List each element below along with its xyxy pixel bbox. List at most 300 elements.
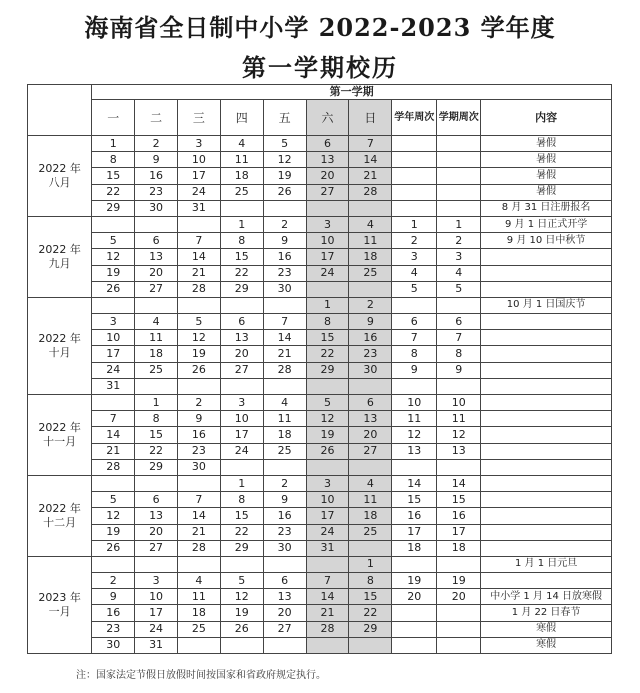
table-row <box>28 200 612 216</box>
day-cell: 11 <box>135 330 178 346</box>
day-cell: 9 <box>135 152 178 168</box>
day-cell: 24 <box>92 362 135 378</box>
day-cell: 27 <box>263 621 306 637</box>
day-cell <box>220 200 263 216</box>
day-cell: 29 <box>349 621 392 637</box>
day-cell: 4 <box>349 475 392 491</box>
day-cell: 22 <box>135 443 178 459</box>
school-week-cell <box>392 297 437 313</box>
day-cell: 8 <box>306 314 349 330</box>
day-cell: 15 <box>220 508 263 524</box>
school-week-cell <box>392 459 437 475</box>
weekday-header: 二 <box>135 100 178 136</box>
day-cell: 1 <box>306 297 349 313</box>
day-cell <box>263 637 306 653</box>
school-week-cell: 6 <box>392 314 437 330</box>
day-cell <box>349 459 392 475</box>
term-week-cell: 16 <box>437 508 481 524</box>
day-cell: 24 <box>135 621 178 637</box>
day-cell: 14 <box>306 589 349 605</box>
day-cell <box>220 297 263 313</box>
school-week-cell: 20 <box>392 589 437 605</box>
day-cell: 6 <box>349 395 392 411</box>
day-cell <box>178 216 221 232</box>
semester-label: 第一学期 <box>92 85 612 100</box>
day-cell: 8 <box>135 411 178 427</box>
term-week-cell: 15 <box>437 492 481 508</box>
day-cell: 18 <box>349 508 392 524</box>
day-cell: 17 <box>135 605 178 621</box>
day-cell <box>306 637 349 653</box>
page-title: 海南省全日制中小学 2022-2023 学年度 <box>84 13 556 42</box>
day-cell: 5 <box>178 314 221 330</box>
day-cell <box>263 459 306 475</box>
term-week-cell: 12 <box>437 427 481 443</box>
day-cell: 16 <box>178 427 221 443</box>
table-row <box>28 297 612 313</box>
day-cell: 10 <box>92 330 135 346</box>
term-week-cell: 6 <box>437 314 481 330</box>
table-row <box>28 475 612 491</box>
content-cell <box>481 427 612 443</box>
day-cell <box>306 378 349 394</box>
day-cell <box>220 459 263 475</box>
day-cell: 27 <box>220 362 263 378</box>
table-row <box>28 346 612 362</box>
school-week-cell: 4 <box>392 265 437 281</box>
content-cell: 1 月 22 日春节 <box>481 605 612 621</box>
day-cell: 22 <box>92 184 135 200</box>
content-cell: 暑假 <box>481 184 612 200</box>
term-week-cell <box>437 459 481 475</box>
table-row <box>28 459 612 475</box>
day-cell: 7 <box>263 314 306 330</box>
table-row <box>28 411 612 427</box>
day-cell: 23 <box>349 346 392 362</box>
day-cell: 26 <box>178 362 221 378</box>
day-cell: 6 <box>135 492 178 508</box>
day-cell: 13 <box>263 589 306 605</box>
school-week-cell: 2 <box>392 233 437 249</box>
day-cell <box>135 297 178 313</box>
term-week-cell <box>437 556 481 572</box>
term-week-cell: 4 <box>437 265 481 281</box>
weekday-header: 六 <box>306 100 349 136</box>
content-header: 内容 <box>481 100 612 136</box>
month-label: 2022 年 九月 <box>28 216 92 297</box>
day-cell: 20 <box>220 346 263 362</box>
day-cell: 12 <box>220 589 263 605</box>
table-row <box>28 281 612 297</box>
day-cell: 30 <box>178 459 221 475</box>
day-cell: 18 <box>135 346 178 362</box>
table-row <box>28 330 612 346</box>
content-cell <box>481 362 612 378</box>
day-cell: 1 <box>349 556 392 572</box>
day-cell: 3 <box>135 573 178 589</box>
day-cell: 21 <box>263 346 306 362</box>
day-cell: 12 <box>178 330 221 346</box>
day-cell: 9 <box>263 233 306 249</box>
day-cell <box>263 297 306 313</box>
table-row <box>28 378 612 394</box>
day-cell: 14 <box>92 427 135 443</box>
day-cell: 9 <box>92 589 135 605</box>
day-cell: 21 <box>92 443 135 459</box>
day-cell: 27 <box>135 281 178 297</box>
day-cell <box>220 637 263 653</box>
day-cell: 19 <box>306 427 349 443</box>
school-week-cell: 9 <box>392 362 437 378</box>
term-week-cell <box>437 200 481 216</box>
day-cell: 10 <box>306 233 349 249</box>
day-cell: 6 <box>263 573 306 589</box>
content-cell <box>481 459 612 475</box>
day-cell <box>263 378 306 394</box>
day-cell: 30 <box>92 637 135 653</box>
term-week-cell: 7 <box>437 330 481 346</box>
table-row <box>28 216 612 232</box>
day-cell <box>178 637 221 653</box>
school-week-cell: 10 <box>392 395 437 411</box>
table-row <box>28 540 612 556</box>
day-cell: 2 <box>349 297 392 313</box>
day-cell <box>135 556 178 572</box>
day-cell <box>306 281 349 297</box>
day-cell <box>92 475 135 491</box>
term-week-cell: 17 <box>437 524 481 540</box>
school-week-cell <box>392 200 437 216</box>
day-cell: 28 <box>178 540 221 556</box>
day-cell <box>306 200 349 216</box>
school-week-cell: 16 <box>392 508 437 524</box>
day-cell <box>349 281 392 297</box>
day-cell: 29 <box>92 200 135 216</box>
day-cell: 9 <box>349 314 392 330</box>
day-cell: 4 <box>178 573 221 589</box>
table-row <box>28 249 612 265</box>
table-row <box>28 605 612 621</box>
day-cell: 2 <box>178 395 221 411</box>
school-week-cell: 11 <box>392 411 437 427</box>
content-cell <box>481 540 612 556</box>
day-cell <box>178 297 221 313</box>
day-cell: 10 <box>220 411 263 427</box>
day-cell: 17 <box>92 346 135 362</box>
month-label: 2022 年 十月 <box>28 297 92 394</box>
school-week-cell: 12 <box>392 427 437 443</box>
day-cell <box>135 216 178 232</box>
day-cell: 16 <box>263 508 306 524</box>
day-cell: 29 <box>306 362 349 378</box>
day-cell: 14 <box>178 249 221 265</box>
school-week-cell: 18 <box>392 540 437 556</box>
content-cell: 8 月 31 日注册报名 <box>481 200 612 216</box>
day-cell: 25 <box>135 362 178 378</box>
school-week-cell <box>392 605 437 621</box>
day-cell: 22 <box>220 524 263 540</box>
day-cell: 31 <box>92 378 135 394</box>
day-cell: 15 <box>306 330 349 346</box>
day-cell: 6 <box>306 136 349 152</box>
day-cell: 15 <box>92 168 135 184</box>
day-cell: 22 <box>349 605 392 621</box>
term-week-cell <box>437 297 481 313</box>
day-cell <box>92 556 135 572</box>
table-row <box>28 621 612 637</box>
day-cell: 4 <box>220 136 263 152</box>
content-cell <box>481 314 612 330</box>
day-cell: 24 <box>306 524 349 540</box>
day-cell: 9 <box>178 411 221 427</box>
term-week-cell <box>437 136 481 152</box>
day-cell: 10 <box>306 492 349 508</box>
day-cell: 31 <box>306 540 349 556</box>
day-cell: 15 <box>349 589 392 605</box>
school-week-cell: 14 <box>392 475 437 491</box>
day-cell: 12 <box>263 152 306 168</box>
day-cell: 13 <box>349 411 392 427</box>
school-week-cell: 19 <box>392 573 437 589</box>
day-cell: 24 <box>178 184 221 200</box>
day-cell: 24 <box>220 443 263 459</box>
day-cell: 6 <box>220 314 263 330</box>
school-week-cell <box>392 136 437 152</box>
weekday-header: 四 <box>220 100 263 136</box>
day-cell: 5 <box>306 395 349 411</box>
table-row <box>28 524 612 540</box>
table-row <box>28 589 612 605</box>
day-cell <box>220 556 263 572</box>
day-cell: 11 <box>178 589 221 605</box>
content-cell <box>481 346 612 362</box>
month-label: 2022 年 十二月 <box>28 475 92 556</box>
day-cell: 16 <box>263 249 306 265</box>
day-cell: 29 <box>220 540 263 556</box>
day-cell: 21 <box>306 605 349 621</box>
day-cell: 12 <box>92 508 135 524</box>
month-label: 2022 年 八月 <box>28 136 92 217</box>
day-cell: 5 <box>263 136 306 152</box>
day-cell: 16 <box>135 168 178 184</box>
table-row <box>28 314 612 330</box>
day-cell: 1 <box>220 216 263 232</box>
day-cell: 25 <box>220 184 263 200</box>
day-cell <box>92 297 135 313</box>
month-label: 2022 年 十一月 <box>28 395 92 476</box>
content-cell: 9 月 10 日中秋节 <box>481 233 612 249</box>
page-subtitle: 第一学期校历 <box>242 53 398 82</box>
table-row <box>28 637 612 653</box>
day-cell: 5 <box>92 233 135 249</box>
term-week-header: 学期周次 <box>437 100 481 136</box>
day-cell: 28 <box>92 459 135 475</box>
day-cell: 16 <box>349 330 392 346</box>
calendar-table <box>27 84 612 654</box>
day-cell: 7 <box>306 573 349 589</box>
day-cell: 26 <box>263 184 306 200</box>
term-week-cell: 8 <box>437 346 481 362</box>
school-week-cell <box>392 152 437 168</box>
content-cell <box>481 475 612 491</box>
day-cell: 30 <box>263 281 306 297</box>
day-cell: 1 <box>220 475 263 491</box>
day-cell <box>263 200 306 216</box>
day-cell: 7 <box>349 136 392 152</box>
day-cell: 27 <box>135 540 178 556</box>
day-cell: 13 <box>306 152 349 168</box>
content-cell: 暑假 <box>481 136 612 152</box>
day-cell: 8 <box>220 233 263 249</box>
day-cell: 1 <box>92 136 135 152</box>
day-cell: 29 <box>220 281 263 297</box>
day-cell: 30 <box>135 200 178 216</box>
semester-header-row <box>28 85 612 100</box>
day-cell: 7 <box>178 492 221 508</box>
day-cell <box>92 216 135 232</box>
day-cell: 23 <box>92 621 135 637</box>
day-cell <box>178 378 221 394</box>
day-cell: 21 <box>349 168 392 184</box>
term-week-cell: 1 <box>437 216 481 232</box>
school-week-cell: 7 <box>392 330 437 346</box>
content-cell <box>481 378 612 394</box>
content-cell <box>481 281 612 297</box>
day-cell: 19 <box>263 168 306 184</box>
day-cell: 3 <box>92 314 135 330</box>
day-cell: 2 <box>135 136 178 152</box>
table-row <box>28 233 612 249</box>
day-cell: 21 <box>178 524 221 540</box>
day-cell: 23 <box>178 443 221 459</box>
school-week-cell <box>392 637 437 653</box>
day-cell: 4 <box>263 395 306 411</box>
table-row <box>28 508 612 524</box>
day-cell <box>178 556 221 572</box>
weekday-header-row <box>28 100 612 136</box>
term-week-cell: 5 <box>437 281 481 297</box>
term-week-cell: 9 <box>437 362 481 378</box>
day-cell: 19 <box>178 346 221 362</box>
school-week-cell: 5 <box>392 281 437 297</box>
day-cell: 3 <box>220 395 263 411</box>
school-week-cell: 8 <box>392 346 437 362</box>
day-cell: 28 <box>263 362 306 378</box>
school-week-cell: 1 <box>392 216 437 232</box>
day-cell: 10 <box>178 152 221 168</box>
day-cell: 11 <box>220 152 263 168</box>
table-row <box>28 573 612 589</box>
day-cell: 26 <box>92 540 135 556</box>
day-cell <box>306 459 349 475</box>
term-week-cell: 2 <box>437 233 481 249</box>
day-cell: 11 <box>349 233 392 249</box>
day-cell: 24 <box>306 265 349 281</box>
school-week-cell: 15 <box>392 492 437 508</box>
day-cell: 20 <box>135 524 178 540</box>
term-week-cell <box>437 605 481 621</box>
table-row <box>28 556 612 572</box>
day-cell: 8 <box>92 152 135 168</box>
content-cell <box>481 411 612 427</box>
day-cell: 25 <box>349 265 392 281</box>
day-cell: 26 <box>92 281 135 297</box>
table-row <box>28 152 612 168</box>
day-cell: 10 <box>135 589 178 605</box>
day-cell: 14 <box>178 508 221 524</box>
table-row <box>28 443 612 459</box>
table-row <box>28 184 612 200</box>
day-cell: 17 <box>306 249 349 265</box>
school-week-cell <box>392 168 437 184</box>
day-cell: 30 <box>263 540 306 556</box>
day-cell <box>178 475 221 491</box>
day-cell: 29 <box>135 459 178 475</box>
day-cell: 7 <box>178 233 221 249</box>
school-week-cell <box>392 378 437 394</box>
day-cell: 3 <box>178 136 221 152</box>
day-cell: 20 <box>349 427 392 443</box>
day-cell: 25 <box>263 443 306 459</box>
day-cell: 16 <box>92 605 135 621</box>
day-cell: 28 <box>178 281 221 297</box>
day-cell: 8 <box>220 492 263 508</box>
term-week-cell: 20 <box>437 589 481 605</box>
table-row <box>28 427 612 443</box>
day-cell: 23 <box>263 265 306 281</box>
day-cell: 14 <box>263 330 306 346</box>
day-cell: 7 <box>92 411 135 427</box>
day-cell: 1 <box>135 395 178 411</box>
day-cell: 27 <box>349 443 392 459</box>
content-cell: 中小学 1 月 14 日放寒假 <box>481 589 612 605</box>
term-week-cell: 10 <box>437 395 481 411</box>
day-cell: 30 <box>349 362 392 378</box>
day-cell: 13 <box>220 330 263 346</box>
table-row <box>28 168 612 184</box>
day-cell: 5 <box>220 573 263 589</box>
term-week-cell <box>437 168 481 184</box>
day-cell <box>349 200 392 216</box>
term-week-cell <box>437 637 481 653</box>
term-week-cell <box>437 378 481 394</box>
content-cell <box>481 573 612 589</box>
calendar-body <box>28 136 612 654</box>
day-cell: 22 <box>220 265 263 281</box>
content-cell <box>481 330 612 346</box>
day-cell: 20 <box>135 265 178 281</box>
table-row <box>28 492 612 508</box>
day-cell: 14 <box>349 152 392 168</box>
term-week-cell: 19 <box>437 573 481 589</box>
day-cell: 25 <box>349 524 392 540</box>
day-cell: 11 <box>263 411 306 427</box>
school-week-cell: 17 <box>392 524 437 540</box>
content-cell <box>481 492 612 508</box>
day-cell: 23 <box>135 184 178 200</box>
day-cell <box>135 378 178 394</box>
day-cell <box>306 556 349 572</box>
day-cell: 8 <box>349 573 392 589</box>
school-week-cell: 3 <box>392 249 437 265</box>
day-cell: 27 <box>306 184 349 200</box>
day-cell <box>349 378 392 394</box>
table-row <box>28 362 612 378</box>
day-cell: 18 <box>349 249 392 265</box>
content-cell <box>481 508 612 524</box>
content-cell <box>481 524 612 540</box>
school-week-header: 学年周次 <box>392 100 437 136</box>
